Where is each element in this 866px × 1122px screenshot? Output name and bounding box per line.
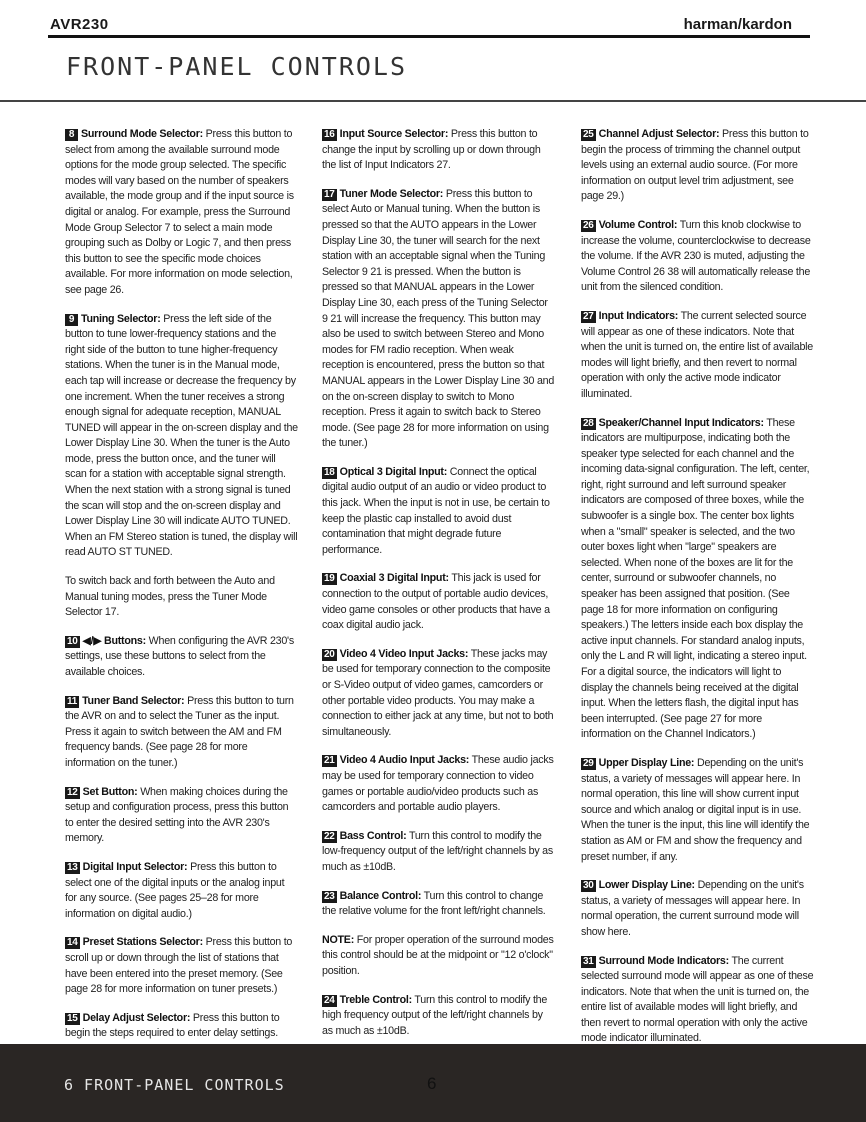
control-description [581,309,814,403]
control-body-text: Depending on the unit's status, a variety of messages will appear here. In normal operation, the current surround mode will show here. [581,879,804,938]
control-description [65,574,298,621]
brand-logo: harman/kardon [683,16,792,33]
control-description [65,634,298,681]
control-body-text: This jack is used for connection to the output of portable audio devices, video game consoles or other products that have a coax digital audio jack. [322,572,550,632]
control-number-badge: 31 [583,955,594,967]
control-number-badge: 18 [324,466,335,478]
control-body-text: When making choices during the setup and configuration process, press this button to enter the desired setting into the AVR 230's memory. [65,785,289,845]
control-heading: Delay Adjust Selector: [82,1011,191,1024]
control-body-text: Press this button to turn the AVR on and to select the Tuner as the input. Press it again to switch between the AM and FM frequency bands. (See page 28 for more information on the tuner.) [65,694,294,769]
control-heading: Preset Stations Selector: [82,936,203,949]
control-description [65,694,298,772]
control-body-text: Turn this control to modify the low-frequency output of the left/right channels by as much as ±10dB. [322,829,553,873]
control-body-text: When configuring the AVR 230's settings, use these buttons to select from the available choices. [65,634,294,678]
page-title: FRONT-PANEL CONTROLS [66,52,408,81]
control-number-badge: 27 [583,310,594,322]
control-description [581,218,814,296]
control-body-text: Turn this control to modify the high frequency output of the left/right channels by as much as ±10dB. [322,993,548,1037]
control-number-badge: 12 [67,786,78,798]
control-description [581,756,814,865]
control-number-badge: 15 [67,1012,78,1024]
footer-page-number: 6 [427,1074,437,1093]
control-heading: Video 4 Audio Input Jacks: [339,754,470,767]
control-number-badge: 28 [583,417,594,429]
control-heading: Input Source Selector: [339,128,449,140]
control-number-badge: 30 [583,880,594,892]
control-heading: Channel Adjust Selector: [598,128,720,140]
control-body-text: Press this button to begin the steps required to enter delay settings. [65,1011,280,1040]
control-number-badge: 22 [324,830,335,842]
control-heading: Volume Control: [598,218,678,231]
control-description [581,416,814,743]
control-body-text: Connect the optical digital audio output of an audio or video product to this jack. When the input is not in use, be certain to keep the plastic cap installed to avoid dust contamination that might degrade future performance. [322,465,550,556]
control-heading: Surround Mode Selector: [81,128,203,140]
control-heading: Set Button: [82,785,138,798]
column-right [581,127,814,1122]
control-body-text: Press this button to change the input by scrolling up or down through the list of Input Indicators 27. [322,128,541,172]
control-description [322,127,555,174]
control-heading: Balance Control: [339,889,422,902]
control-body-text: The current selected source will appear as one of these indicators. Note that when the unit is turned on, the entire list of available modes will light briefly, and then revert to normal operation with only the active mode indicator illuminated. [581,309,813,400]
control-description [322,993,555,1040]
control-body-text: Press this button to select one of the digital inputs or the analog input for any source. (See pages 25–28 for more information on digital audio.) [65,860,285,920]
control-description [65,785,298,847]
control-body-text: The current selected surround mode will appear as one of these indicators. Note that when the unit is turned on, the entire list of available modes will light briefly, and then revert to normal operation with only the active mode indicator illuminated. [581,954,814,1045]
control-body-text: Turn this knob clockwise to increase the volume, counterclockwise to decrease the volume. If the AVR 230 is muted, adjusting the Volume Control 26 38 will automatically release the unit from the silenced condition. [581,218,811,294]
control-description [581,954,814,1048]
control-description [65,935,298,997]
control-body-text: These jacks may be used for temporary connection to the composite or S-Video output of video games, camcorders or other portable video products. You may make a connection to either jack at any time, but not to both simultaneously. [322,647,554,738]
control-number-badge: 17 [324,188,335,200]
control-number-badge: 9 [65,314,78,326]
control-number-badge: 24 [324,994,335,1006]
column-left [65,127,298,1070]
control-body-text: Depending on the unit's status, a variety of messages will appear here. In normal operation, this line will show current input source and which analog or digital input is in use. When the tuner is the input, this line will identify the station as AM or FM and show the frequency and preset number, if any. [581,756,810,863]
control-heading: Coaxial 3 Digital Input: [339,572,449,585]
control-heading: Bass Control: [339,829,407,842]
control-description [581,878,814,940]
control-body-text: Press this button to select from among the available surround mode options for the mode group selected. The specific modes will vary based on the number of speakers available, the mode group and if the input source is digital or analog. For example, press the Surround Mode Group Selector 7 to select a main mode grouping such as Dolby or Logic 7, and then press this button to see the specific mode choices available. For more information on mode selection, see page 26. [65,128,294,296]
control-description [65,860,298,922]
control-description [65,312,298,562]
control-body-text: Press this button to begin the process of trimming the channel output levels using an external audio source. (For more information on output level trim adjustment, see page 29.) [581,128,809,203]
control-heading: Tuner Mode Selector: [339,187,444,200]
control-heading: Input Indicators: [598,309,679,322]
control-body-text: To switch back and forth between the Auto and Manual tuning modes, press the Tuner Mode Selector 17. [65,575,275,619]
control-body-text: Turn this control to change the relative volume for the front left/right channels. [322,889,546,918]
model-name: AVR230 [50,16,109,33]
control-description [322,187,555,452]
control-heading: Video 4 Video Input Jacks: [339,647,469,660]
control-heading: Treble Control: [339,993,412,1006]
control-heading: Digital Input Selector: [82,860,188,873]
control-body-text: For proper operation of the surround modes this control should be at the midpoint or "12 o'clock" position. [322,933,554,977]
control-number-badge: 23 [324,890,335,902]
control-heading: NOTE: [322,933,354,946]
control-body-text: Press this button to scroll up or down through the list of stations that have been entered into the preset memory. (See page 28 for more information on tuner presets.) [65,936,293,996]
control-description [322,889,555,920]
control-heading: Surround Mode Indicators: [598,954,729,967]
footer-label: 6 FRONT-PANEL CONTROLS [64,1076,285,1094]
control-body-text: Press the left side of the button to tune lower-frequency stations and the right side of the button to tune higher-frequency stations. When the tuner is in the Manual mode, each tap will increase or decrease the frequency by one increment. When the tuner receives a strong enough signal for adequate reception, MANUAL TUNED will appear in the on-screen display and the Lower Display Line 30. When the tuner is the Auto mode, press the button once, and the tuner will scan for a station with acceptable signal strength. When the next station with a strong signal is tuned the scan will stop and the on-screen display and Lower Display Line 30 will indicate AUTO TUNED. When an FM Stereo station is tuned, the display will read AUTO ST TUNED. [65,312,298,559]
control-description [322,829,555,876]
control-heading: Tuner Band Selector: [82,694,185,707]
title-divider [0,100,866,102]
control-heading: Speaker/Channel Input Indicators: [598,416,764,429]
control-number-badge: 26 [583,219,594,231]
control-number-badge: 11 [67,695,78,707]
control-description [65,127,298,299]
control-heading: Optical 3 Digital Input: [339,465,448,478]
control-description [581,127,814,205]
control-body-text: Press this button to select Auto or Manual tuning. When the button is pressed so that the AUTO appears in the Lower Display Line 30, the tuner will search for the next station with an acceptable signal when the Tuning Selector 9 21 is pressed. When the button is pressed so that MANUAL appears in the Lower Display Line 30, each press of the Tuning Selector 9 21 will increase the frequency. This button may also be used to switch between Stereo and Mono modes for FM radio reception. When weak reception is encountered, press the button so that MANUAL appears in the Lower Display Line 30 and on the on-screen display to switch to Mono reception. Press it again to switch back to Stereo mode. (See page 28 for more information on using the tuner.) [322,187,555,450]
control-number-badge: 8 [65,129,78,141]
control-heading: Lower Display Line: [598,879,695,892]
control-heading: ◀/▶ Buttons: [82,634,146,647]
control-heading: Upper Display Line: [598,756,695,769]
control-number-badge: 20 [324,648,335,660]
control-description [322,933,555,980]
control-number-badge: 21 [324,755,335,767]
control-description [322,465,555,559]
control-number-badge: 19 [324,573,335,585]
control-body-text: These audio jacks may be used for temporary connection to video games or portable audio/video products such as camcorders and portable audio players. [322,754,554,814]
column-middle [322,127,555,1052]
control-description [322,571,555,633]
control-body-text: These indicators are multipurpose, indicating both the speaker type selected for each channel and the incoming data-signal configuration. The left, center, right, right surround and left surround speaker indicators are composed of three boxes, while the subwoofer is a single box. The center box lights when a "small" speaker is selected, and the two outer boxes light when "large" speakers are selected. When none of the boxes are lit for the center, surround or subwoofer channels, no speaker has been assigned that position. (See page 18 for more information on configuring speakers.) The letters inside each box display the active input channels. For standard analog inputs, only the L and R will light, indicating a stereo input. For a digital source, the indicators will light to display the channels being received at the digital input. When the letters flash, the digital input has been interrupted. (See page 27 for more information on the Channel Indicators.) [581,416,810,741]
control-heading: Tuning Selector: [81,312,161,325]
control-description [322,753,555,815]
control-number-badge: 29 [583,757,594,769]
control-description [322,647,555,741]
control-number-badge: 14 [67,937,78,949]
control-number-badge: 13 [67,861,78,873]
control-number-badge: 10 [67,635,78,647]
control-number-badge: 16 [324,129,335,140]
control-number-badge: 25 [583,129,594,140]
